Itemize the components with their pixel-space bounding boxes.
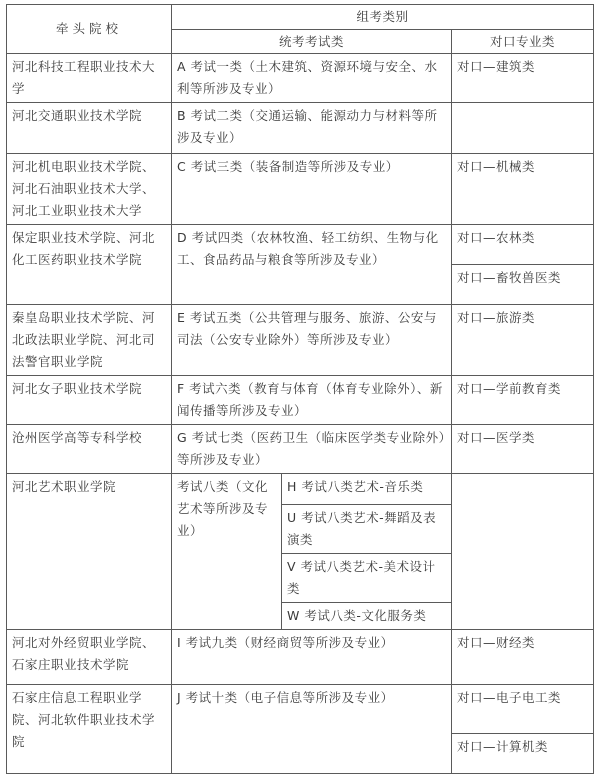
exam-cell: E 考试五类（公共管理与服务、旅游、公安与司法（公安专业除外）等所涉及专业） bbox=[172, 305, 452, 376]
school-cell: 河北科技工程职业技术大学 bbox=[7, 54, 172, 103]
counterpart-cell: 对口—财经类 bbox=[452, 630, 594, 685]
exam-cell: I 考试九类（财经商贸等所涉及专业） bbox=[172, 630, 452, 685]
school-cell: 秦皇岛职业技术学院、河北政法职业学院、河北司法警官职业学院 bbox=[7, 305, 172, 376]
counterpart-cell: 对口—旅游类 bbox=[452, 305, 594, 376]
counterpart-cell: 对口—学前教育类 bbox=[452, 376, 594, 425]
table-row bbox=[7, 474, 594, 505]
school-cell: 石家庄信息工程职业学院、河北软件职业技术学院 bbox=[7, 685, 172, 774]
counterpart-cell: 对口—医学类 bbox=[452, 425, 594, 474]
exam-cell: C 考试三类（装备制造等所涉及专业） bbox=[172, 154, 452, 225]
school-cell: 河北女子职业技术学院 bbox=[7, 376, 172, 425]
exam-cell: 考试八类（文化艺术等所涉及专业） bbox=[172, 474, 282, 630]
header-unified: 统考考试类 bbox=[172, 30, 452, 54]
exam-cell: F 考试六类（教育与体育（体育专业除外）、新闻传播等所涉及专业） bbox=[172, 376, 452, 425]
table-row bbox=[7, 305, 594, 376]
sub-category-cell: V 考试八类艺术-美术设计类 bbox=[282, 554, 452, 603]
counterpart-cell: 对口—机械类 bbox=[452, 154, 594, 225]
table-row bbox=[7, 225, 594, 265]
school-cell: 河北机电职业技术学院、河北石油职业技术大学、河北工业职业技术大学 bbox=[7, 154, 172, 225]
exam-cell: J 考试十类（电子信息等所涉及专业） bbox=[172, 685, 452, 774]
exam-cell: B 考试二类（交通运输、能源动力与材料等所涉及专业） bbox=[172, 103, 452, 154]
exam-category-table bbox=[6, 4, 594, 774]
counterpart-cell: 对口—电子电工类 bbox=[452, 685, 594, 734]
table-row bbox=[7, 103, 594, 154]
table-row bbox=[7, 54, 594, 103]
header-group: 组考类别 bbox=[172, 5, 594, 30]
school-cell: 河北对外经贸职业学院、石家庄职业技术学院 bbox=[7, 630, 172, 685]
header-counterpart: 对口专业类 bbox=[452, 30, 594, 54]
sub-category-cell: U 考试八类艺术-舞蹈及表演类 bbox=[282, 505, 452, 554]
exam-cell: G 考试七类（医药卫生（临床医学类专业除外）等所涉及专业） bbox=[172, 425, 452, 474]
exam-cell: A 考试一类（土木建筑、资源环境与安全、水利等所涉及专业） bbox=[172, 54, 452, 103]
table-row bbox=[7, 425, 594, 474]
school-cell: 河北艺术职业学院 bbox=[7, 474, 172, 630]
table-row bbox=[7, 630, 594, 685]
counterpart-cell: 对口—计算机类 bbox=[452, 734, 594, 774]
sub-category-cell: W 考试八类-文化服务类 bbox=[282, 603, 452, 630]
exam-cell: D 考试四类（农林牧渔、轻工纺织、生物与化工、食品药品与粮食等所涉及专业） bbox=[172, 225, 452, 305]
table-row bbox=[7, 376, 594, 425]
school-cell: 河北交通职业技术学院 bbox=[7, 103, 172, 154]
table-row bbox=[7, 154, 594, 225]
counterpart-cell-empty bbox=[452, 474, 594, 630]
counterpart-cell: 对口—农林类 bbox=[452, 225, 594, 265]
table-row bbox=[7, 685, 594, 734]
school-cell: 保定职业技术学院、河北化工医药职业技术学院 bbox=[7, 225, 172, 305]
sub-category-cell: H 考试八类艺术-音乐类 bbox=[282, 474, 452, 505]
school-cell: 沧州医学高等专科学校 bbox=[7, 425, 172, 474]
counterpart-cell: 对口—建筑类 bbox=[452, 54, 594, 103]
counterpart-cell: 对口—畜牧兽医类 bbox=[452, 265, 594, 305]
header-school: 牵头院校 bbox=[7, 5, 172, 54]
header-row-1 bbox=[7, 5, 594, 30]
counterpart-cell-empty bbox=[452, 103, 594, 154]
